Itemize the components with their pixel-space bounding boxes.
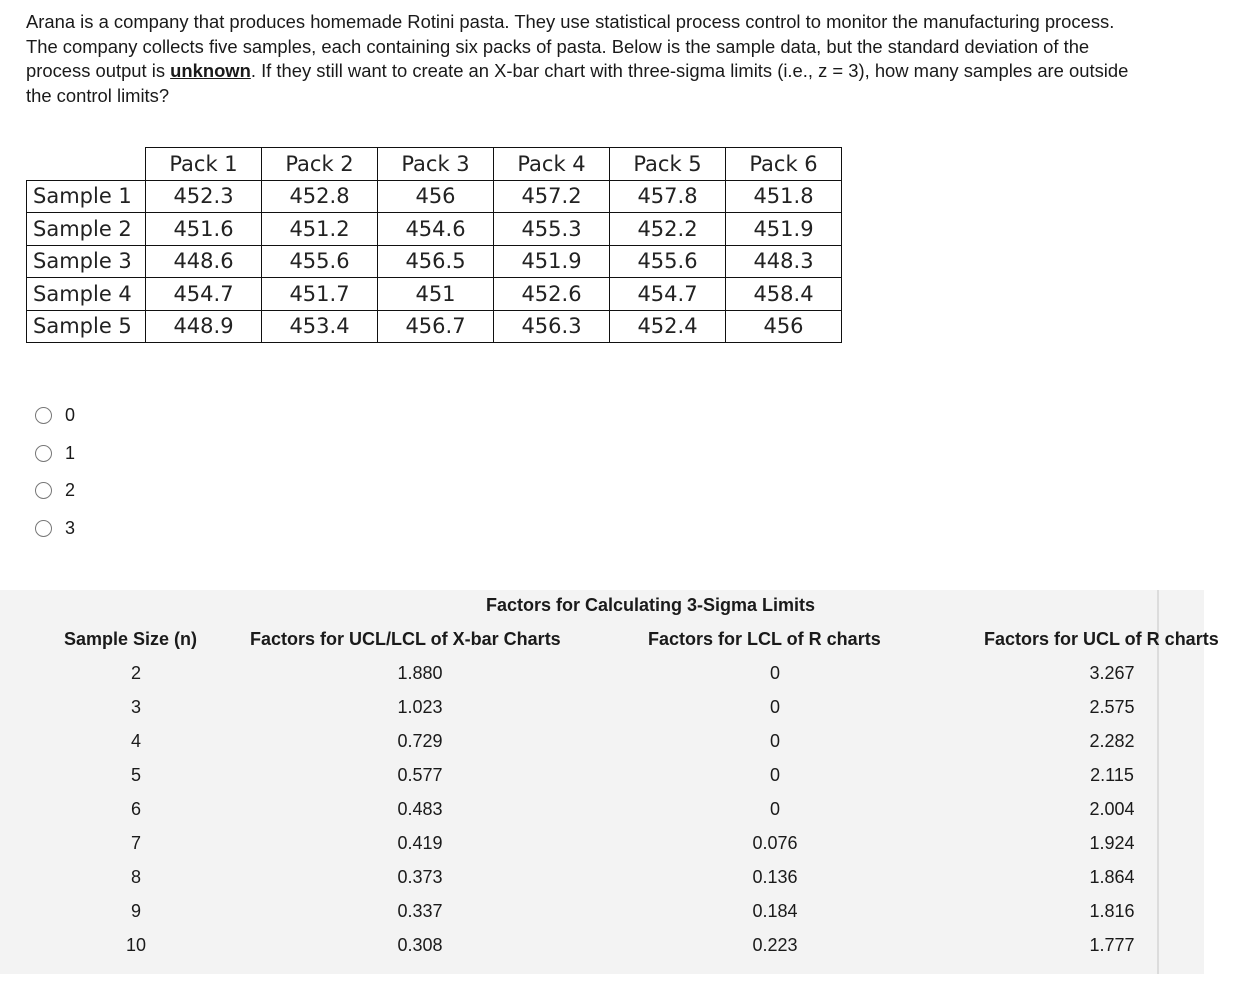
table-cell: 7 bbox=[130, 833, 142, 853]
table-cell: 0.076 bbox=[752, 833, 798, 853]
table-cell: 451.9 bbox=[494, 245, 610, 278]
header-r-ucl-factor: Factors for UCL of R charts bbox=[984, 629, 1219, 649]
table-cell: 448.6 bbox=[146, 245, 262, 278]
table-cell: 448.3 bbox=[726, 245, 842, 278]
table-cell: 451.7 bbox=[262, 278, 378, 311]
column-header-pack: Pack 1 bbox=[146, 148, 262, 181]
sample-label: Sample 4 bbox=[27, 278, 146, 311]
table-row bbox=[0, 724, 1204, 758]
table-cell: 448.9 bbox=[146, 310, 262, 343]
table-cell: 458.4 bbox=[726, 278, 842, 311]
table-row bbox=[27, 245, 842, 278]
table-row bbox=[0, 826, 1204, 860]
table-row bbox=[0, 792, 1204, 826]
column-header-pack: Pack 5 bbox=[610, 148, 726, 181]
table-cell: 455.6 bbox=[610, 245, 726, 278]
header-xbar-factor: Factors for UCL/LCL of X-bar Charts bbox=[250, 629, 561, 649]
table-cell: 1.777 bbox=[1089, 935, 1135, 955]
table-cell: 454.7 bbox=[146, 278, 262, 311]
table-cell: 456 bbox=[726, 310, 842, 343]
table-corner-cell bbox=[27, 148, 146, 181]
question-line-2: The company collects five samples, each containing six packs of pasta. Below is the sample data, but the standard deviation of the bbox=[26, 35, 1090, 57]
table-cell: 1.924 bbox=[1089, 833, 1135, 853]
table-cell: 455.6 bbox=[262, 245, 378, 278]
table-cell: 0 bbox=[769, 697, 781, 717]
answer-option[interactable] bbox=[35, 397, 75, 435]
question-text bbox=[26, 10, 1244, 108]
column-header-pack: Pack 4 bbox=[494, 148, 610, 181]
table-cell: 5 bbox=[130, 765, 142, 785]
sample-data-table bbox=[26, 147, 842, 343]
table-cell: 0 bbox=[769, 765, 781, 785]
table-row bbox=[0, 894, 1204, 928]
question-line-1: Arana is a company that produces homemade Rotini pasta. They use statistical process control to monitor the manufacturing process. bbox=[26, 11, 1115, 32]
table-cell: 451.2 bbox=[262, 213, 378, 246]
answer-option[interactable] bbox=[35, 472, 75, 510]
option-label: 2 bbox=[65, 480, 76, 501]
header-sample-size: Sample Size (n) bbox=[64, 629, 198, 649]
column-header-pack: Pack 3 bbox=[378, 148, 494, 181]
radio-button[interactable] bbox=[35, 520, 52, 537]
table-row bbox=[0, 690, 1204, 724]
table-cell: 452.2 bbox=[610, 213, 726, 246]
table-cell: 3.267 bbox=[1089, 663, 1135, 683]
answer-option[interactable] bbox=[35, 510, 75, 548]
table-cell: 452.4 bbox=[610, 310, 726, 343]
table-cell: 452.3 bbox=[146, 180, 262, 213]
column-header-pack: Pack 6 bbox=[726, 148, 842, 181]
table-row bbox=[0, 928, 1204, 962]
table-cell: 2.282 bbox=[1089, 731, 1135, 751]
question-line-4: the control limits? bbox=[26, 84, 170, 106]
table-row bbox=[27, 180, 842, 213]
table-row bbox=[0, 758, 1204, 792]
table-cell: 1.816 bbox=[1089, 901, 1135, 921]
table-cell: 0 bbox=[769, 663, 781, 683]
header-r-lcl-factor: Factors for LCL of R charts bbox=[648, 629, 881, 649]
sample-table-header-row bbox=[27, 148, 842, 181]
table-cell: 455.3 bbox=[494, 213, 610, 246]
table-cell: 4 bbox=[130, 731, 142, 751]
table-cell: 2.115 bbox=[1090, 765, 1134, 785]
table-cell: 2.575 bbox=[1089, 697, 1135, 717]
table-cell: 456 bbox=[378, 180, 494, 213]
radio-button[interactable] bbox=[35, 407, 52, 424]
table-cell: 0.136 bbox=[752, 867, 798, 887]
answer-option[interactable] bbox=[35, 435, 75, 473]
table-row bbox=[0, 860, 1204, 894]
question-line-3 bbox=[26, 59, 1244, 84]
sample-label: Sample 1 bbox=[27, 180, 146, 213]
table-cell: 456.5 bbox=[378, 245, 494, 278]
table-cell: 452.8 bbox=[262, 180, 378, 213]
table-cell: 1.864 bbox=[1089, 867, 1135, 887]
table-row bbox=[0, 656, 1204, 690]
table-cell: 1.880 bbox=[397, 663, 443, 683]
factors-title: Factors for Calculating 3-Sigma Limits bbox=[486, 595, 816, 615]
table-cell: 0.373 bbox=[397, 867, 443, 887]
table-row bbox=[27, 213, 842, 246]
table-cell: 3 bbox=[130, 697, 142, 717]
table-cell: 456.3 bbox=[494, 310, 610, 343]
table-cell: 0.483 bbox=[397, 799, 443, 819]
table-cell: 0.419 bbox=[397, 833, 443, 853]
table-cell: 0 bbox=[769, 799, 781, 819]
question-line-3-end: . If they still want to create an X-bar chart with three-sigma limits (i.e., z = 3), how many samples are outside bbox=[250, 60, 1129, 82]
question-line-3-start: process output is bbox=[26, 60, 171, 82]
table-row bbox=[27, 310, 842, 343]
table-cell: 0.729 bbox=[397, 731, 443, 751]
table-cell: 2.004 bbox=[1089, 799, 1135, 819]
table-cell: 451.8 bbox=[726, 180, 842, 213]
radio-button[interactable] bbox=[35, 445, 52, 462]
factors-table bbox=[0, 590, 1219, 974]
table-cell: 0.308 bbox=[397, 935, 443, 955]
option-label: 3 bbox=[65, 517, 76, 538]
table-cell: 454.6 bbox=[378, 213, 494, 246]
sample-label: Sample 3 bbox=[27, 245, 146, 278]
table-cell: 0.337 bbox=[397, 901, 443, 921]
table-cell: 8 bbox=[130, 867, 142, 887]
table-cell: 2 bbox=[130, 663, 142, 683]
table-cell: 0 bbox=[769, 731, 781, 751]
table-cell: 456.7 bbox=[378, 310, 494, 343]
option-label: 0 bbox=[65, 405, 76, 426]
table-cell: 6 bbox=[130, 799, 142, 819]
answer-options bbox=[35, 397, 75, 547]
sample-label: Sample 5 bbox=[27, 310, 146, 343]
option-label: 1 bbox=[65, 442, 76, 463]
table-cell: 454.7 bbox=[610, 278, 726, 311]
table-cell: 10 bbox=[125, 935, 147, 955]
table-row bbox=[27, 278, 842, 311]
table-cell: 457.8 bbox=[610, 180, 726, 213]
table-cell: 452.6 bbox=[494, 278, 610, 311]
table-cell: 457.2 bbox=[494, 180, 610, 213]
table-cell: 451.9 bbox=[726, 213, 842, 246]
table-cell: 451 bbox=[378, 278, 494, 311]
table-cell: 0.577 bbox=[397, 765, 443, 785]
table-cell: 9 bbox=[130, 901, 142, 921]
column-header-pack: Pack 2 bbox=[262, 148, 378, 181]
table-cell: 0.184 bbox=[752, 901, 798, 921]
radio-button[interactable] bbox=[35, 482, 52, 499]
unknown-emphasis: unknown bbox=[170, 60, 251, 82]
table-cell: 1.023 bbox=[397, 697, 443, 717]
table-cell: 453.4 bbox=[262, 310, 378, 343]
table-cell: 451.6 bbox=[146, 213, 262, 246]
table-cell: 0.223 bbox=[752, 935, 798, 955]
sample-label: Sample 2 bbox=[27, 213, 146, 246]
